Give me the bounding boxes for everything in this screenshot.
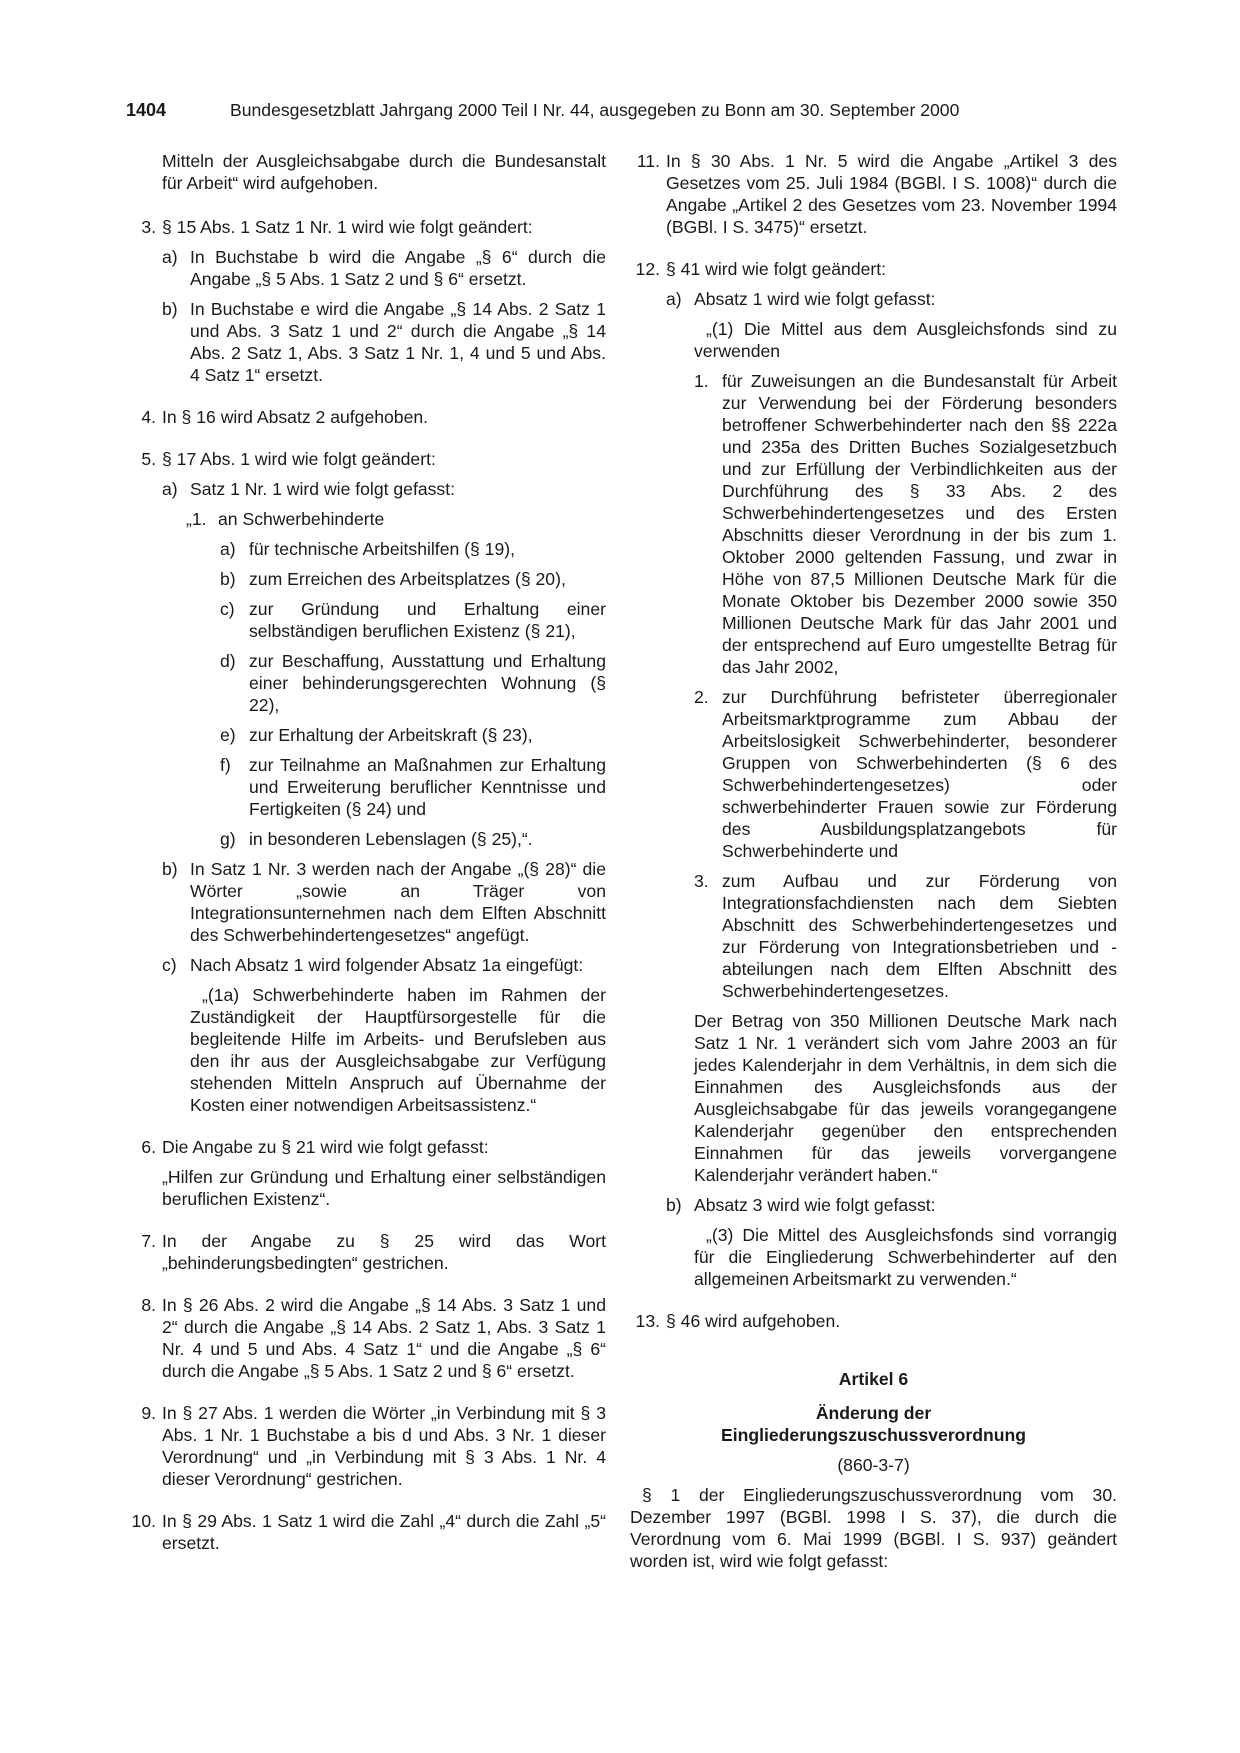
item-number: 13.	[635, 1311, 660, 1331]
item-number: 7.	[141, 1231, 156, 1251]
item-number: 8.	[141, 1295, 156, 1315]
page-number: 1404	[126, 100, 167, 120]
sub-text: Absatz 3 wird wie folgt gefasst:	[694, 1195, 936, 1215]
article-body: § 1 der Eingliederungszuschussverordnung vom 30. Dezember 1997 (BGBl. 1998 I S. 37), die durch die Verordnung vom 6. Mai 1999 (BGBl. I S. 937) geändert worden ist, wird wie folgt gefasst:	[630, 1485, 1117, 1571]
item-4	[126, 406, 606, 428]
list-item: e) zur Erhaltung der Arbeitskraft (§ 23),	[220, 725, 533, 745]
sub-text: In Satz 1 Nr. 3 werden nach der Angabe „(§ 28)“ die Wörter „sowie an Träger von Integrationsunternehmen nach dem Elften Abschnitt des Schwerbehindertengesetzes“ angefügt.	[190, 859, 606, 945]
sub-label: b)	[162, 859, 178, 879]
item-11	[630, 150, 1117, 238]
item-number: 12.	[635, 259, 660, 279]
article-title-line1: Änderung der	[815, 1403, 932, 1423]
sub-label: b)	[162, 299, 178, 319]
quoted-text: „(1) Die Mittel aus dem Ausgleichsfonds sind zu verwenden	[694, 319, 1117, 361]
item-number: 11.	[636, 151, 660, 171]
sub-label: b)	[666, 1195, 682, 1215]
article-title-line2: Eingliederungszuschussverordnung	[720, 1425, 1026, 1445]
item-number: 9.	[141, 1403, 156, 1423]
page-header	[126, 99, 1116, 125]
enum-item-2: 2. zur Durchführung befristeter überregionaler Arbeitsmarktprogramme zum Abbau der Arbeitslosigkeit Schwerbehinderter, besonderer Gruppen von Schwerbehinderten (§ 6 des Schwerbehindertengesetzes) oder schwerbehinderter Frauen sowie zur Förderung des Ausbildungsplatzangebots für Schwerbehinderte und	[694, 687, 1117, 861]
item-text: In der Angabe zu § 25 wird das Wort „behinderungsbedingten“ gestrichen.	[162, 1231, 606, 1273]
sub-text: Absatz 1 wird wie folgt gefasst:	[694, 289, 936, 309]
intro-text: Mitteln der Ausgleichsabgabe durch die Bundesanstalt für Arbeit“ wird aufgehoben.	[162, 151, 606, 193]
item-number: 10.	[131, 1511, 156, 1531]
quoted-text: „Hilfen zur Gründung und Erhaltung einer selbständigen beruflichen Existenz“.	[162, 1167, 606, 1209]
list-item: d) zur Beschaffung, Ausstattung und Erhaltung einer behinderungsgerechten Wohnung (§ 22),	[220, 651, 606, 715]
item-9	[126, 1402, 606, 1490]
quote-label: „1.	[186, 509, 207, 529]
item-5	[126, 448, 606, 1116]
item-number: 4.	[141, 407, 156, 427]
header-title: Bundesgesetzblatt Jahrgang 2000 Teil I Nr. 44, ausgegeben zu Bonn am 30. September 2000	[230, 100, 960, 120]
sub-item-a	[162, 478, 606, 850]
sub-item-b	[666, 1194, 1117, 1290]
list-item: g) in besonderen Lebenslagen (§ 25),“.	[220, 829, 533, 849]
list-item: f) zur Teilnahme an Maßnahmen zur Erhaltung und Erweiterung beruflicher Kenntnisse und Fertigkeiten (§ 24) und	[220, 755, 606, 819]
sub-item-a	[162, 246, 606, 290]
item-number: 3.	[141, 217, 156, 237]
sub-text: Satz 1 Nr. 1 wird wie folgt gefasst:	[190, 479, 455, 499]
sub-item-b	[162, 858, 606, 946]
item-text: § 15 Abs. 1 Satz 1 Nr. 1 wird wie folgt geändert:	[162, 217, 533, 237]
quoted-paragraph: „(1a) Schwerbehinderte haben im Rahmen der Zuständigkeit der Hauptfürsorgestelle für die begleitende Hilfe im Arbeits- und Berufsleben aus den ihr aus der Ausgleichsabgabe zur Verfügung stehenden Mitteln Anspruch auf Übernahme der Kosten einer notwendigen Arbeitsassistenz.“	[190, 985, 606, 1115]
item-6	[126, 1136, 606, 1210]
sub-text: Nach Absatz 1 wird folgender Absatz 1a eingefügt:	[190, 955, 584, 975]
quote-text: an Schwerbehinderte	[218, 509, 385, 529]
enum-item-3: 3. zum Aufbau und zur Förderung von Integrationsfachdiensten nach dem Siebten Abschnitt des Schwerbehindertengesetzes und zur Förderung von Integrationsbetrieben und -abteilungen nach dem Elften Abschnitt des Schwerbehindertengesetzes.	[694, 871, 1117, 1001]
item-text: § 41 wird wie folgt geändert:	[666, 259, 887, 279]
item-7	[126, 1230, 606, 1274]
sub-label: a)	[666, 289, 682, 309]
sub-item-c	[162, 954, 606, 1116]
article-code: (860-3-7)	[837, 1455, 910, 1475]
item-number: 5.	[141, 449, 156, 469]
list-item: c) zur Gründung und Erhaltung einer selbständigen beruflichen Existenz (§ 21),	[220, 599, 606, 641]
item-text: Die Angabe zu § 21 wird wie folgt gefasst:	[162, 1137, 489, 1157]
paragraph-tail: Der Betrag von 350 Millionen Deutsche Mark nach Satz 1 Nr. 1 verändert sich vom Jahre 2003 an für jedes Kalenderjahr in dem Verhältnis, in dem sich die Einnahmen des Ausgleichsfonds aus der Ausgleichsabgabe für das jeweils vorangegangene Kalenderjahr gegenüber den entsprechenden Einnahmen für das jeweils vorvergangene Kalenderjahr verändert haben.“	[694, 1011, 1117, 1185]
enum-item-1: 1. für Zuweisungen an die Bundesanstalt für Arbeit zur Verwendung bei der Förderung besonders betroffener Schwerbehinderter nach den §§ 222a und 235a des Dritten Buches Sozialgesetzbuch und zur Erfüllung der Verbindlichkeiten aus der Durchführung des § 33 Abs. 2 des Schwerbehindertengesetzes und des Ersten Abschnitts dieser Verordnung in der bis zum 1. Oktober 2000 geltenden Fassung, und zwar in Höhe von 87,5 Millionen Deutsche Mark für die Monate Oktober bis Dezember 2000 sowie 350 Millionen Deutsche Mark für das Jahr 2001 und der entsprechend auf Euro umgestellte Betrag für das Jahr 2002,	[694, 371, 1117, 677]
item-text: In § 30 Abs. 1 Nr. 5 wird die Angabe „Artikel 3 des Gesetzes vom 25. Juli 1984 (BGBl. I S. 1008)“ durch die Angabe „Artikel 2 des Gesetzes vom 23. November 1994 (BGBl. I S. 3475)“ ersetzt.	[666, 151, 1117, 237]
sub-text: In Buchstabe b wird die Angabe „§ 6“ durch die Angabe „§ 5 Abs. 1 Satz 2 und § 6“ ersetzt.	[190, 247, 606, 289]
sub-label: c)	[162, 955, 177, 975]
item-text: In § 29 Abs. 1 Satz 1 wird die Zahl „4“ durch die Zahl „5“ ersetzt.	[162, 1511, 606, 1553]
article-heading	[630, 1368, 1117, 1572]
item-text: § 46 wird aufgehoben.	[666, 1311, 841, 1331]
list-item: a) für technische Arbeitshilfen (§ 19),	[220, 539, 516, 559]
left-column	[126, 150, 606, 1574]
quoted-number-1	[186, 508, 606, 850]
article-label: Artikel 6	[838, 1369, 909, 1389]
item-8	[126, 1294, 606, 1382]
item-text: § 17 Abs. 1 wird wie folgt geändert:	[162, 449, 436, 469]
list-item: b) zum Erreichen des Arbeitsplatzes (§ 20),	[220, 569, 566, 589]
item-12	[630, 258, 1117, 1290]
item-3	[126, 216, 606, 386]
sub-label: a)	[162, 479, 178, 499]
item-text: In § 27 Abs. 1 werden die Wörter „in Verbindung mit § 3 Abs. 1 Nr. 1 Buchstabe a bis d und Abs. 3 Nr. 1 dieser Verordnung“ und „in Verbindung mit § 3 Abs. 1 Nr. 4 dieser Verordnung“ gestrichen.	[162, 1403, 606, 1489]
sub-text: In Buchstabe e wird die Angabe „§ 14 Abs. 2 Satz 1 und Abs. 3 Satz 1 und 2“ durch die Angabe „§ 14 Abs. 2 Satz 1, Abs. 3 Satz 1 Nr. 1, 4 und 5 und Abs. 4 Satz 1“ ersetzt.	[190, 299, 606, 385]
sub-item-a	[666, 288, 1117, 1186]
item-text: In § 16 wird Absatz 2 aufgehoben.	[162, 407, 429, 427]
quoted-text: „(3) Die Mittel des Ausgleichsfonds sind vorrangig für die Eingliederung Schwerbehinderter auf den allgemeinen Arbeitsmarkt zu verwenden.“	[694, 1225, 1117, 1289]
sub-label: a)	[162, 247, 178, 267]
right-column	[630, 150, 1117, 1572]
sub-item-b	[162, 298, 606, 386]
item-10	[126, 1510, 606, 1554]
item-text: In § 26 Abs. 2 wird die Angabe „§ 14 Abs. 3 Satz 1 und 2“ durch die Angabe „§ 14 Abs. 2 Satz 1, Abs. 3 Satz 1 Nr. 4 und 5 und Abs. 4 Satz 1“ und die Angabe „§ 6“ durch die Angabe „§ 5 Abs. 1 Satz 2 und § 6“ ersetzt.	[162, 1295, 606, 1381]
item-number: 6.	[141, 1137, 156, 1157]
item-13	[630, 1310, 1117, 1332]
